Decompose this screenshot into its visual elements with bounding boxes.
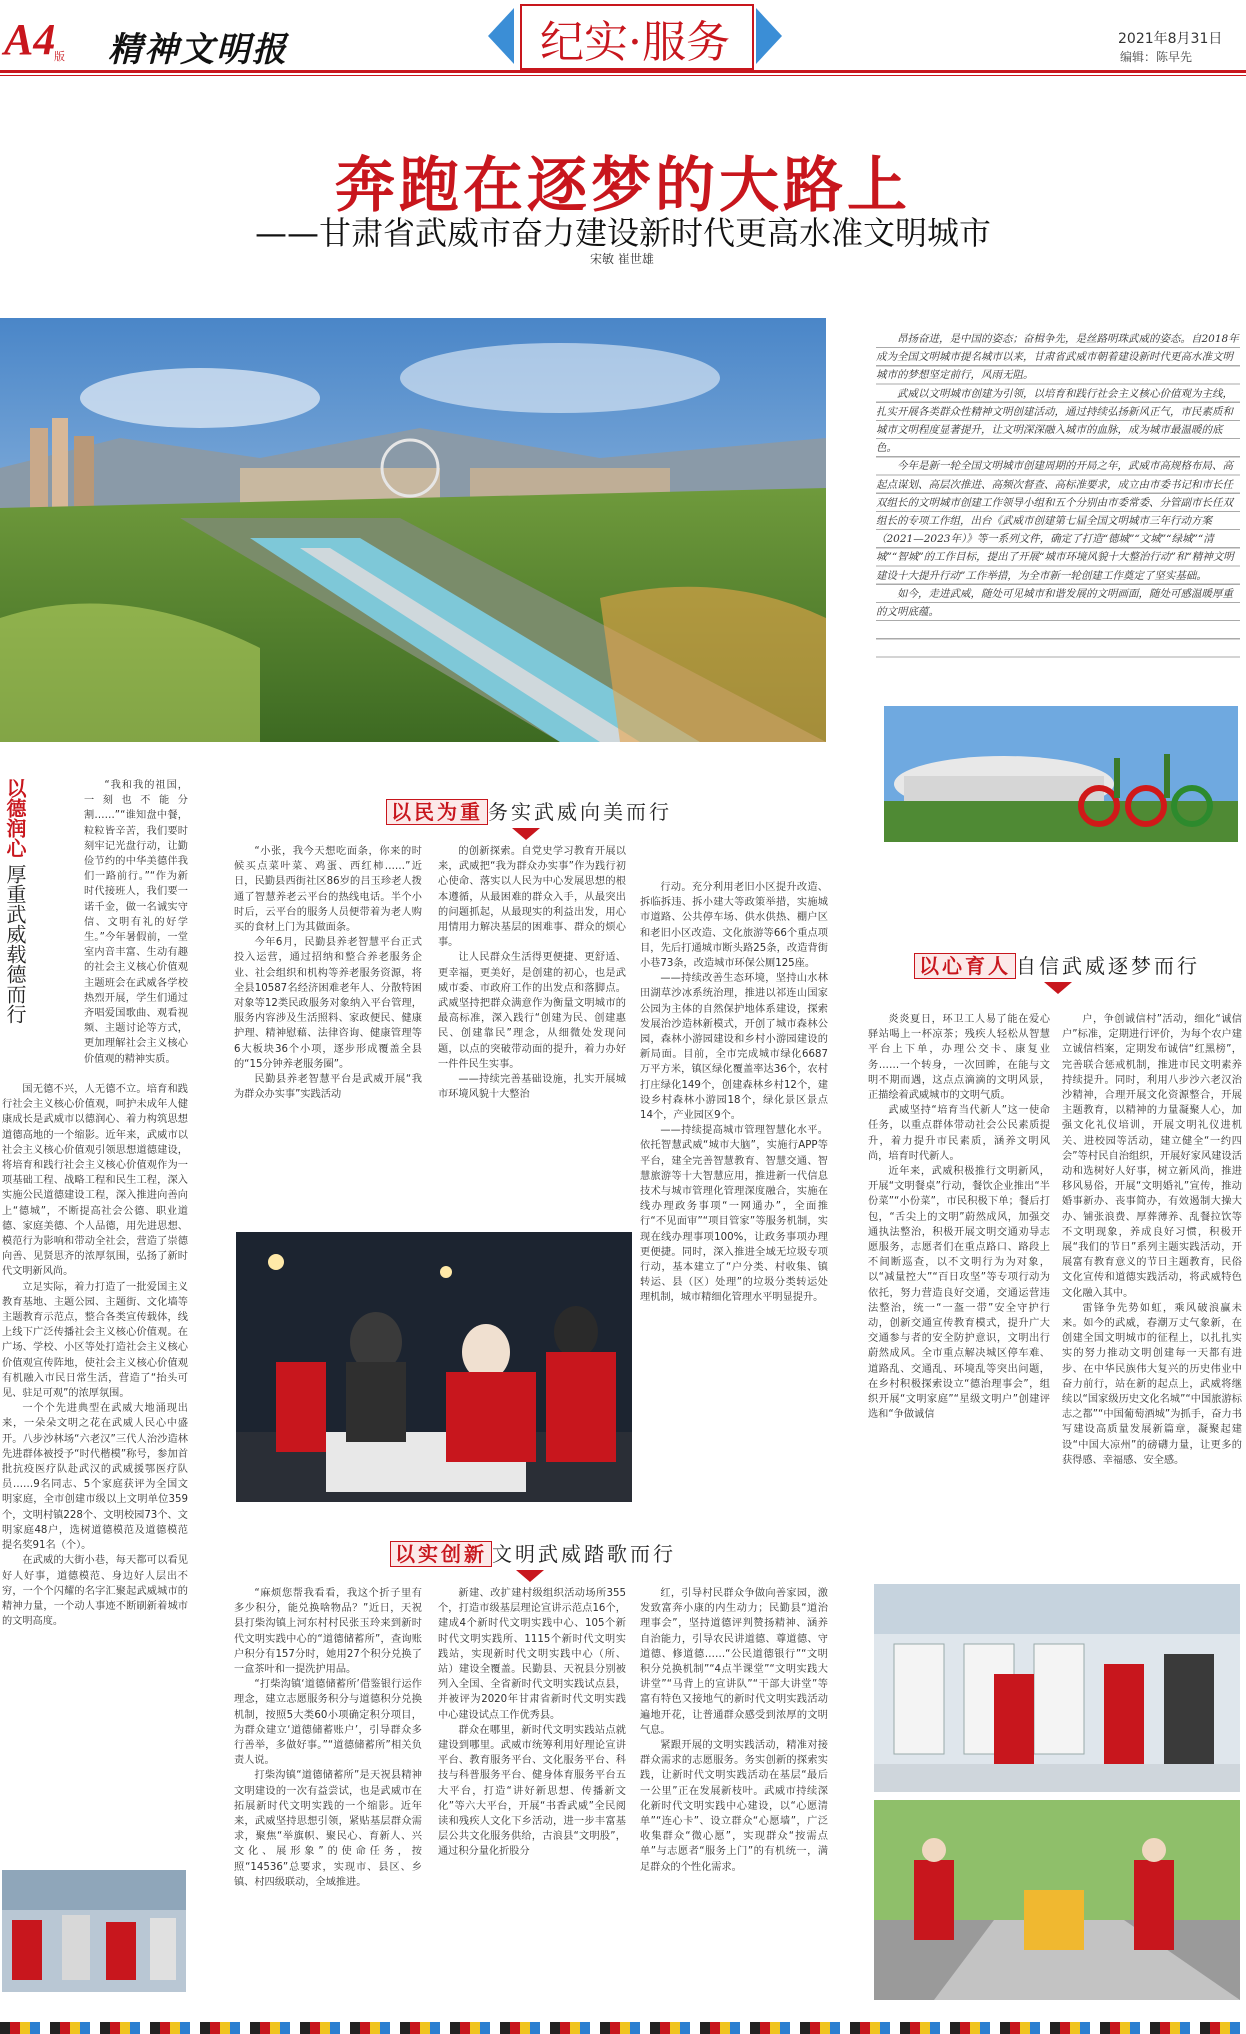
article-intro: [876, 330, 1240, 670]
article-subtitle: ——甘肃省武威市奋力建设新时代更高水准文明城市: [254, 214, 991, 252]
city-aerial-photo: [0, 318, 826, 742]
intro-paragraph: 今年是新一轮全国文明城市创建周期的开局之年，武威市高规格布局、高起点谋划、高层次推进、高频次督查、高标准要求，成立由市委书记和市长任双组长的文明城市创建工作领导小组和五个分别由市委常委、分管副市长任双组长的专项工作组，出台《武威市创建第七届全国文明城市三年行动方案（2021—2023年）》等一系列文件，确定了打造“德城”“文城”“绿城”“清城”“智城”的工作目标，提出了开展“城市环境风貌十大整治行动”和“精神文明建设十大提升行动”工作举措，为全市新一轮创建工作奠定了坚实基础。: [876, 460, 1234, 582]
issue-date: 2021年8月31日: [1118, 31, 1223, 47]
section-heading-nurture: 以心育人 自信武威逐梦而行: [914, 950, 1200, 979]
column-8: 炎炎夏日，环卫工人易了能在爱心驿站喝上一杯凉茶；残疾人轻松从智慧平台上下单，办理公交卡、康复业务……一个转身，一次回眸，在能与文明不期而遇，这点点滴滴的文明风景，正描绘着武威城市的文明气质。 武威坚持“培育当代新人”这一使命任务，以重点群体带动社会公民素质提升，着力提升市民素质，涵养文明风尚，培育时代新人。 近年来，武威积极推行文明新风，开展“文明餐桌”行动，餐饮企业推出“半份菜”“小份菜”，市民积极下单；餐后打包，“舌尖上的文明”蔚然成风，加强交通执法整治，积极开展文明交通劝导志愿服务，志愿者们在重点路口、路段上不间断巡查，以不文明行为为对象，以“减量控大”“百日攻坚”等专项行动为依托，努力营造良好交通，交通运营违法整治，统一“一盔一带”安全守护行动，创新交通宣传教育模式，提升广大交通参与者的安全防护意识，文明出行蔚然成风。全市重点解决城区停车难、道路乱、交通乱、环境乱等突出问题，在乡村积极探索设立“德治理事会”，组织开展“文明家庭”“星级文明户”创建评选和“争做诚信: [868, 1014, 1050, 1421]
section-arrow-right-icon: [756, 8, 782, 64]
header-rule: [0, 70, 1246, 73]
newspaper-name: 精神文明报: [108, 30, 288, 70]
intro-paragraph: 昂扬奋进，是中国的姿态；奋楫争先，是丝路明珠武威的姿态。自2018年成为全国文明城市提名城市以来，甘肃省武威市朝着建设新时代更高水准文明城市的梦想坚定前行，风雨无阻。: [876, 333, 1239, 382]
section-title: 纪实·服务: [540, 17, 730, 68]
column-3: 的创新探索。自党史学习教育开展以来，武威把“我为群众办实事”作为践行初心使命、落实以人民为中心发展思想的根本遵循，从最困难的群众入手，从最突出的问题抓起，从最现实的利益出发，用心用情用力解决基层的困难事、群众的烦心事。 让人民群众生活得更便捷、更舒适、更幸福，更美好，是创建的初心，也是武威市委、市政府工作的出发点和落脚点。武威坚持把群众满意作为衡量文明城市的最高标准，深入践行“创建为民、创建惠民、创建靠民”理念，从细微处发现问题，以点的突破带动面的提升，着力办好一件件民生实事。 ——持续完善基础设施，扎实开展城市环境风貌十大整治: [438, 846, 626, 1101]
column-quote: “我和我的祖国，一刻也不能分割……”“谁知盘中餐，粒粒皆辛苦，我们要时刻牢记光盘行动，让勤俭节约的中华美德伴我们一路前行。”“作为新时代接班人，我们要一诺千金，做一名诚实守信、文明有礼的好学生。”今年暑假前，一堂室内音丰富、生动有趣的社会主义核心价值观主题班会在武威各学校热烈开展，学生们通过齐唱爱国歌曲、观看视频、主题讨论等方式，更加理解社会主义核心价值观的精神实质。: [84, 780, 188, 1065]
article-title: 奔跑在逐梦的大路上: [335, 151, 911, 221]
volunteers-night-photo: [236, 1232, 632, 1502]
intro-paragraph: 武威以文明城市创建为引领，以培育和践行社会主义核心价值观为主线，扎实开展各类群众性精神文明创建活动，通过持续弘扬新风正气，市民素质和城市文明程度显著提升，让文明深深融入城市的血脉，成为城市最温暖的底色。: [876, 387, 1233, 455]
article-author: 宋敏 崔世雄: [590, 252, 654, 266]
self-service-hall-photo: [874, 1584, 1240, 1792]
heading-marker-icon: [1044, 982, 1072, 994]
column-5: “麻烦您帮我看看，我这个折子里有多少积分，能兑换啥物品？”近日，天祝县打柴沟镇上河东村村民张玉玲来到新时代文明实践中心的“道德储蓄所”，查询账户积分有157分时，她用27个积分兑换了一盒茶叶和一提洗护用品。 “打柴沟镇‘道德储蓄所’借鉴银行运作理念，建立志愿服务积分与道德积分兑换机制，按照5大类60小项确定积分项目，为群众建立‘道德储蓄账户’，引导群众多行善举，多做好事。”“道德储蓄所”相关负责人说。 打柴沟镇“道德储蓄所”是天祝县精神文明建设的一次有益尝试，也是武威市在拓展新时代文明实践的一个缩影。近年来，武威坚持思想引领，紧贴基层群众需求，聚焦“举旗帜、聚民心、育新人、兴文化、展形象”的使命任务，按照“14536”总要求，实现市、县区、乡镇、村四级联动，全域推进。: [234, 1588, 422, 1888]
column-6: 新建、改扩建村级组织活动场所355个，打造市级基层理论宣讲示范点16个，建成4个新时代文明实践中心、105个新时代文明实践所、1115个新时代文明实践站，实现新时代文明实践中心（所、站）建设全覆盖。民勤县、天祝县分别被列入全国、全省新时代文明实践试点县，并被评为2020年甘肃省新时代文明实践中心建设试点工作优秀县。 群众在哪里，新时代文明实践站点就建设到哪里。武威市统筹利用好理论宣讲平台、教育服务平台、文化服务平台、科技与科普服务平台、健身体育服务平台五大平台，打造“讲好新思想、传播新文化”等六大平台，开展“书香武威”全民阅读和残疾人文化下乡活动，进一步丰富基层公共文化服务供给，古浪县“文明股”，通过积分量化折股分: [438, 1588, 626, 1858]
column-4: 行动。充分利用老旧小区提升改造、拆临拆违、拆小建大等政策举措，实施城市道路、公共停车场、供水供热、棚户区和老旧小区改造、文化旅游等66个重点项目，先后打通城市断头路25条，改造背街小巷73条，改造城市环保公厕125座。 ——持续改善生态环境，坚持山水林田湖草沙冰系统治理，推进以祁连山国家公园为主体的自然保护地体系建设，探索发展治沙造林新模式，开创了城市森林公园，森林小游园建设和乡村小游园建设的新局面。目前，全市完成城市绿化6687万平方米，镇区绿化覆盖率达36个，农村打庄绿化149个，创建森林乡村12个，建设乡村森林小游园18个，绿化景区景点14个，产业园区9个。 ——持续提高城市管理智慧化水平。依托智慧武威“城市大脑”，实施行APP等平台，建全完善智慧教育、智慧交通、智慧旅游等十大智慧应用，推进新一代信息技术与城市管理化管理深度融合，实施在线办理政务事项“一网通办”，全面推行“不见面审”“项目管家”等服务机制，实现在线办理事项100%，让政务事项办理更便捷。同时，深入推进全域无垃圾专项行动，基本建立了“户分类、村收集、镇转运、县（区）处理”的垃圾分类转运处理机制，城市精细化管理水平明显提升。: [640, 882, 828, 1304]
section-heading-people: 以民为重 务实武威向美而行: [386, 796, 672, 825]
section-heading-virtue: 以德润心 厚重武威载德而行: [3, 778, 27, 1024]
page-suffix: 版: [54, 50, 65, 63]
header-rule-thin: [0, 75, 1246, 76]
page-number: A4: [4, 15, 56, 64]
column-7: 红，引导村民群众争做向善家园，激发致富奔小康的内生动力；民勤县“道治理事会”，坚持道德评判赞扬精神、涵养自治能力，引导农民讲道德、尊道德、守道德、修道德……“公民道德银行”“文明积分兑换机制”“4点半课堂”“文明实践大讲堂”“马背上的宣讲队”“干部大讲堂”等富有特色又接地气的新时代文明实践活动遍地开花，让普通群众感受到浓厚的文明气息。 紧跟开展的文明实践活动，精准对接群众需求的志愿服务。务实创新的探索实践，让新时代文明实践活动在基层“最后一公里”正在发展新枝叶。武威市持续深化新时代文明实践中心建设，以“心愿清单”“连心卡”、设立群众“心愿墙”，广泛收集群众“微心愿”，实现群众“按需点单”与志愿者“服务上门”的有机统一，满足群众的个性化需求。: [640, 1588, 828, 1873]
community-service-photo: [2, 1870, 186, 1992]
editor-credit: 编辑：陈早先: [1120, 50, 1193, 64]
stadium-photo: [884, 706, 1238, 842]
heading-marker-icon: [516, 1570, 544, 1582]
column-9: 户，争创诚信村”活动，细化“诚信户”标准，定期进行评价，为每个农户建立诚信档案，定期发布诚信“红黑榜”，完善联合惩戒机制，推进市民文明素养持续提升。同时，利用八步沙六老汉治沙精神，合理开展文化资源整合，开展主题教育，以精神的力量凝聚人心，加强文化礼仪培训，开展文明礼仪进机关、进校园等活动，建立健全“一约四会”等村民自治组织，开展好家风建设活动和选树好人好事，树立新风尚，推进移风易俗，开展“文明婚礼”宣传，推动婚事新办、丧事简办，有效遏制大操大办、铺张浪费、厚葬薄养、乱餐拉饮等不文明现象，养成良好习惯，积极开展“我们的节日”系列主题实践活动，开展富有教育意义的节日主题教育，民俗文化宣传和道德实践活动，将武威特色文化融入其中。 雷锋争先势如虹，乘风破浪赢未来。如今的武威，春潮万丈气象新，在创建全国文明城市的征程上，以扎扎实实的努力推动文明创建每一天都有进步、在中华民族伟大复兴的历史伟业中奋力前行，站在新的起点上，武威将继续以“国家级历史文化名城”“中国旅游标志之都”“中国葡萄酒城”为抓手，奋力书写建设高质量发展新篇章，凝聚起建设“中国大凉州”的磅礴力量，让更多的获得感、幸福感、安全感。: [1062, 1014, 1242, 1466]
section-heading-innovation: 以实创新 文明武威踏歌而行: [390, 1538, 676, 1567]
printer-color-bar: [0, 2022, 1246, 2034]
traffic-volunteer-photo: [874, 1800, 1240, 2000]
section-arrow-left-icon: [488, 8, 514, 64]
column-1: 国无德不兴，人无德不立。培育和践行社会主义核心价值观，呵护未成年人健康成长是武威市以德润心、着力构筑思想道德高地的一个缩影。近年来，武威市以社会主义核心价值观引领思想道德建设，将培育和践行社会主义核心价值观作为一项基础工程、战略工程和民生工程，深入实施公民道德建设工程，深入推进向善向上“德城”，不断提高社会公德、职业道德、家庭美德、个人品德，用先进思想、模范行为影响和带动全社会，营造了崇德向善、见贤思齐的浓厚氛围，弘扬了新时代文明新风尚。 立足实际，着力打造了一批爱国主义教育基地、主题公园、主题街、文化墙等主题教育示范点，整合各类宣传载体，线上线下广泛传播社会主义核心价值观。在广场、学校、小区等处打造社会主义核心价值观宣传阵地，使社会主义核心价值观有机融入市民日常生活，营造了“抬头可见、驻足可观”的浓厚氛围。 一个个先进典型在武威大地涌现出来，一朵朵文明之花在武威人民心中盛开。八步沙林场“六老汉”三代人治沙造林先进群体被授予“时代楷模”称号，参加首批抗疫医疗队赴武汉的武威援鄂医疗队员……9名同志、5个家庭获评为全国文明家庭，全市创建市级以上文明单位359个，文明村镇228个、文明校园73个、文明家庭48户，选树道德模范及道德模范提名奖91名（个）。 在武威的大街小巷，每天都可以看见好人好事，道德模范、身边好人层出不穷，一个个闪耀的名字汇聚起武威城市的精神力量，一个动人事迹不断刷新着城市的文明高度。: [2, 1084, 188, 1628]
column-2: “小张，我今天想吃面条，你来的时候买点菜叶菜、鸡蛋、西红柿……”近日，民勤县西街社区86岁的吕玉珍老人拨通了智慧养老云平台的热线电话。半个小时后，云平台的服务人员便带着为老人购买的食材上门为其做面条。 今年6月，民勤县养老智慧平台正式投入运营，通过招纳和整合养老服务企业、社会组织和机构等养老服务资源，将全县10587名经济困难老年人、分散特困对象等12类民政服务对象纳入平台管理，服务内容涉及生活照料、家政便民、健康护理、精神慰藉、法律咨询、健康管理等6大板块36个小项，逐步形成覆盖全县的“15分钟养老服务圈”。 民勤县养老智慧平台是武威开展“我为群众办实事”实践活动: [234, 846, 422, 1101]
heading-marker-icon: [512, 828, 540, 840]
intro-paragraph: 如今，走进武威，随处可见城市和谐发展的文明画面，随处可感温暖厚重的文明底蕴。: [876, 587, 1233, 619]
